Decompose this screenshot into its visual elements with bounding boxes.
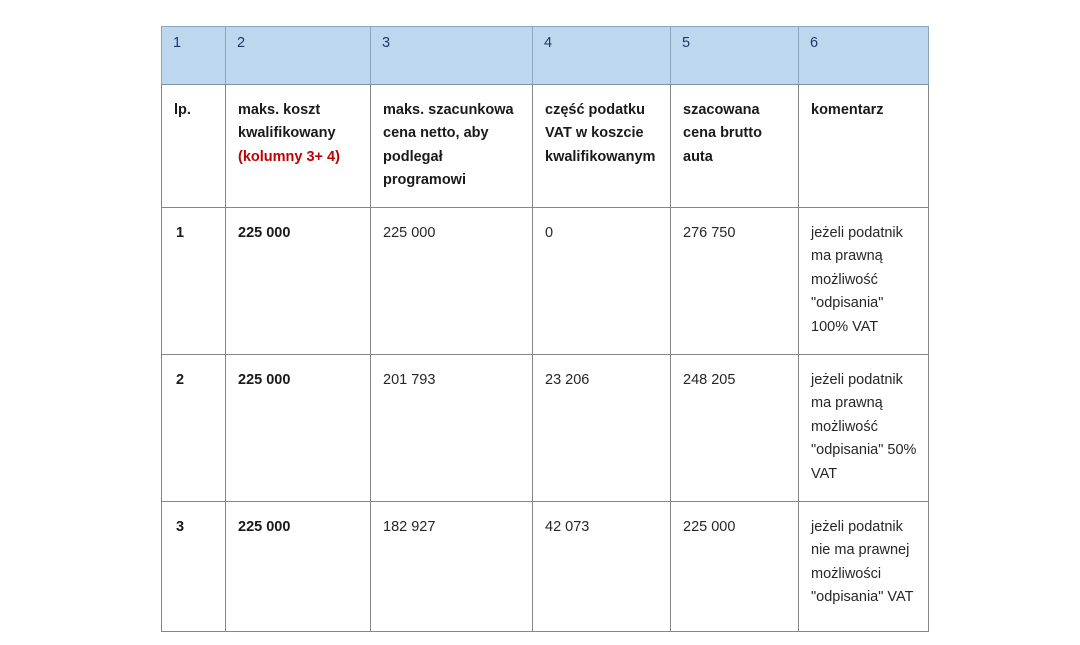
cell-cena-netto: [371, 355, 533, 502]
cost-qualification-table: [161, 26, 929, 632]
column-title-cell-komentarz: [799, 85, 929, 208]
column-number-1: 1: [173, 35, 182, 51]
column-title-maks-koszt: [226, 85, 370, 177]
czesc-vat-value: 0: [545, 225, 554, 241]
cena-netto-value: 225 000: [383, 225, 436, 241]
column-number-6: 6: [810, 35, 819, 51]
column-number-cell-2: [226, 27, 371, 85]
maks-koszt-value: 225 000: [238, 519, 291, 535]
cell-cena-brutto: [671, 208, 799, 355]
column-number-4: 4: [544, 35, 553, 51]
cell-komentarz: [799, 355, 929, 502]
column-number-cell-5: [671, 27, 799, 85]
column-title-maks-koszt-note: (kolumny 3+ 4): [238, 148, 340, 165]
komentarz-value: jeżeli podatnik nie ma prawnej możliwości "odpisania" VAT: [811, 519, 914, 606]
czesc-vat-value: 42 073: [545, 519, 590, 535]
column-title-cell-maks-koszt: [226, 85, 371, 208]
row-index-value: 1: [176, 225, 185, 241]
column-number-cell-6: [799, 27, 929, 85]
komentarz-value: jeżeli podatnik ma prawną możliwość "odpisania" 100% VAT: [811, 225, 903, 335]
column-title-lp: [162, 85, 225, 130]
komentarz-value: jeżeli podatnik ma prawną możliwość "odpisania" 50% VAT: [811, 372, 917, 482]
cell-lp: [162, 208, 226, 355]
cell-maks-koszt: [226, 355, 371, 502]
cena-brutto-value: 248 205: [683, 372, 736, 388]
row-index-value: 3: [176, 519, 185, 535]
cell-cena-brutto: [671, 502, 799, 632]
column-title-czesc-vat: część podatku VAT w koszcie kwalifikowanym: [545, 102, 656, 165]
cell-maks-koszt: [226, 502, 371, 632]
table-row: [162, 355, 929, 502]
row-index-value: 2: [176, 372, 185, 388]
column-number-cell-4: [533, 27, 671, 85]
cena-brutto-value: 225 000: [683, 519, 736, 535]
column-title-cena-netto: maks. szacunkowa cena netto, aby podlegał programowi: [383, 102, 514, 189]
column-title-komentarz: komentarz: [811, 102, 884, 118]
column-title-row: [162, 85, 929, 208]
cell-cena-brutto: [671, 355, 799, 502]
column-title-cell-cena-brutto: [671, 85, 799, 208]
column-number-3: 3: [382, 35, 391, 51]
cell-komentarz: [799, 502, 929, 632]
column-number-5: 5: [682, 35, 691, 51]
cell-cena-netto: [371, 502, 533, 632]
column-title-lp-text: lp.: [174, 102, 191, 118]
column-title-cell-lp: [162, 85, 226, 208]
cell-czesc-vat: [533, 355, 671, 502]
table-row: [162, 502, 929, 632]
cena-netto-value: 182 927: [383, 519, 436, 535]
cell-komentarz: [799, 208, 929, 355]
cell-lp: [162, 355, 226, 502]
cena-brutto-value: 276 750: [683, 225, 736, 241]
column-number-row: [162, 27, 929, 85]
column-number-cell-3: [371, 27, 533, 85]
czesc-vat-value: 23 206: [545, 372, 590, 388]
column-title-cena-brutto: szacowana cena brutto auta: [683, 102, 762, 165]
column-number-cell-1: [162, 27, 226, 85]
cell-czesc-vat: [533, 502, 671, 632]
column-number-2: 2: [237, 35, 246, 51]
column-title-maks-koszt-text: maks. koszt kwalifikowany: [238, 102, 336, 142]
maks-koszt-value: 225 000: [238, 225, 291, 241]
table-row: [162, 208, 929, 355]
cell-lp: [162, 502, 226, 632]
column-title-cell-czesc-vat: [533, 85, 671, 208]
column-title-cell-cena-netto: [371, 85, 533, 208]
cell-cena-netto: [371, 208, 533, 355]
cell-maks-koszt: [226, 208, 371, 355]
cena-netto-value: 201 793: [383, 372, 436, 388]
table-container: [161, 26, 928, 632]
maks-koszt-value: 225 000: [238, 372, 291, 388]
cell-czesc-vat: [533, 208, 671, 355]
